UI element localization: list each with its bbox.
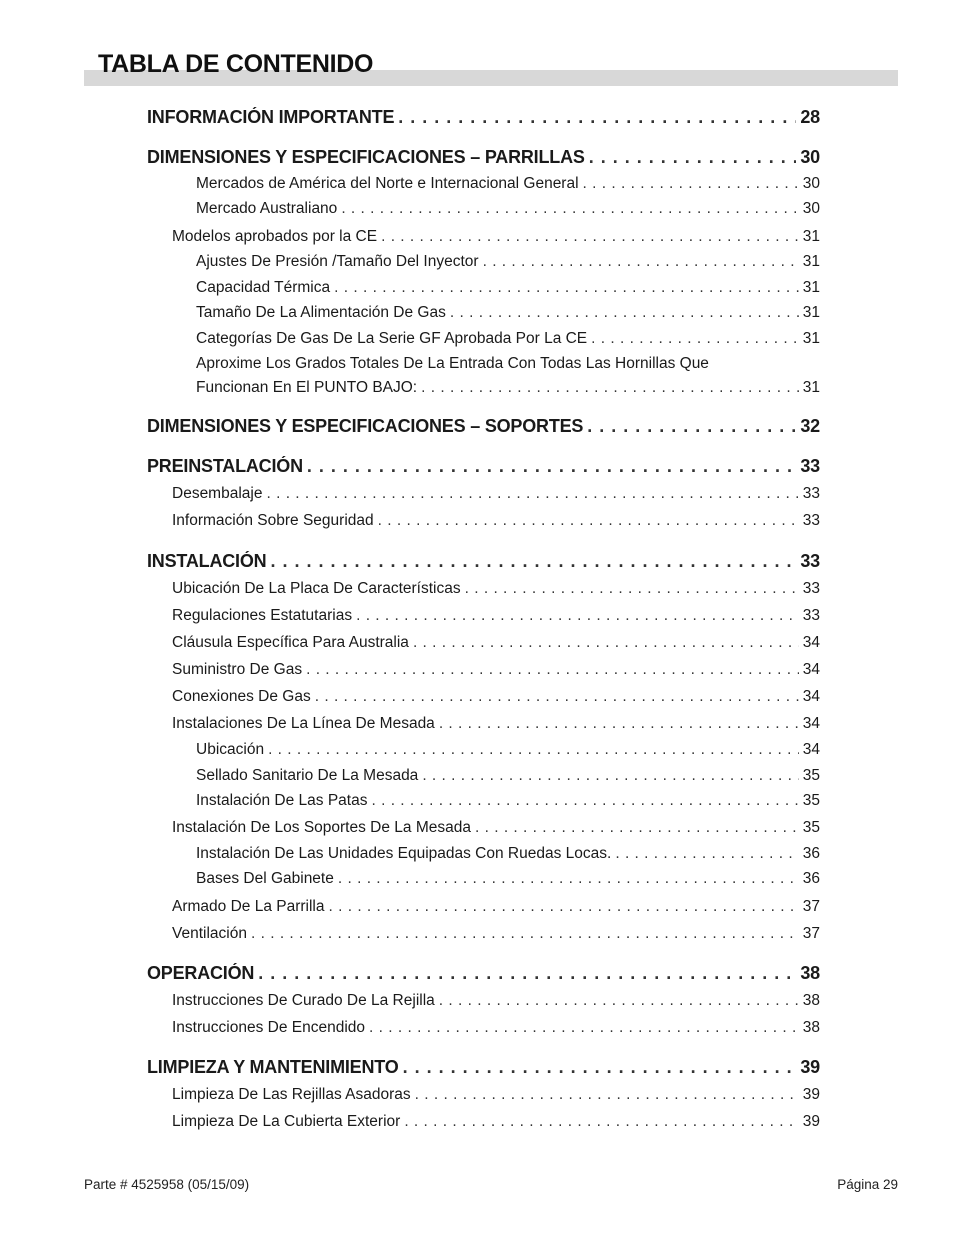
toc-page: 31	[802, 253, 820, 270]
toc-label: PREINSTALACIÓN	[147, 456, 303, 476]
toc-entry-sellado-sanitario[interactable]	[196, 767, 820, 785]
toc-entry-bases-gabinete[interactable]	[196, 870, 820, 888]
toc-label: Instalación De Los Soportes De La Mesada	[172, 819, 471, 836]
toc-label: Categorías De Gas De La Serie GF Aprobada Por La CE	[196, 330, 588, 347]
toc-label: Bases Del Gabinete	[196, 870, 334, 887]
toc-page: 38	[802, 992, 820, 1009]
toc-label: INSTALACIÓN	[147, 551, 267, 571]
toc-entry-seguridad[interactable]	[172, 512, 820, 530]
toc-entry-rejillas-asadoras[interactable]	[172, 1086, 820, 1104]
toc-entry-instalacion-patas[interactable]	[196, 792, 820, 810]
toc-label: Desembalaje	[172, 485, 263, 502]
toc-page: 33	[802, 580, 820, 597]
toc-label: Ajustes De Presión /Tamaño Del Inyector	[196, 253, 479, 270]
toc-page: 35	[802, 767, 820, 784]
toc-page: 36	[802, 845, 820, 862]
toc-label: Información Sobre Seguridad	[172, 512, 374, 529]
toc-label: LIMPIEZA Y MANTENIMIENTO	[147, 1057, 399, 1077]
toc-entry-ubicacion[interactable]	[196, 741, 820, 759]
toc-entry-dimensiones-soportes[interactable]	[147, 416, 820, 437]
toc-page: 33	[800, 551, 820, 571]
toc-label: Ubicación De La Placa De Características	[172, 580, 461, 597]
toc-entry-regulaciones[interactable]	[172, 607, 820, 625]
toc-entry-preinstalacion[interactable]	[147, 456, 820, 477]
toc-page: 34	[802, 741, 820, 758]
footer-page-number: Página 29	[837, 1177, 898, 1192]
toc-label: Instalación De Las Patas	[196, 792, 368, 809]
toc-entry-ruedas-locas[interactable]	[196, 845, 820, 863]
toc-page: 30	[802, 175, 820, 192]
toc-page: 37	[802, 925, 820, 942]
toc-page: 34	[802, 715, 820, 732]
toc-page: 30	[802, 200, 820, 217]
toc-label: Modelos aprobados por la CE	[172, 228, 378, 245]
toc-entry-conexiones-gas[interactable]	[172, 688, 820, 706]
toc-page: 33	[802, 485, 820, 502]
toc-page: 39	[800, 1057, 820, 1077]
toc-entry-modelos-ce[interactable]	[172, 228, 820, 246]
toc-label: Ubicación	[196, 741, 265, 758]
toc-entry-suministro-gas[interactable]	[172, 661, 820, 679]
toc-page: 34	[802, 688, 820, 705]
toc-page: 35	[802, 792, 820, 809]
toc-label: Limpieza De La Cubierta Exterior	[172, 1113, 401, 1130]
toc-label: Funcionan En El PUNTO BAJO:	[196, 379, 418, 396]
toc-label: Tamaño De La Alimentación De Gas	[196, 304, 446, 321]
toc-page: 31	[802, 228, 820, 245]
toc-page: 38	[800, 963, 820, 983]
toc-entry-clausula-australia[interactable]	[172, 634, 820, 652]
toc-entry-linea-mesada[interactable]	[172, 715, 820, 733]
toc-page: 38	[802, 1019, 820, 1036]
toc-page: 31	[802, 379, 820, 396]
toc-label: Instalaciones De La Línea De Mesada	[172, 715, 435, 732]
toc-entry-armado-parrilla[interactable]	[172, 898, 820, 916]
toc-entry-ventilacion[interactable]	[172, 925, 820, 943]
toc-entry-desembalaje[interactable]	[172, 485, 820, 503]
toc-page: 31	[802, 330, 820, 347]
toc-label: Instrucciones De Encendido	[172, 1019, 366, 1036]
toc-label: Instalación De Las Unidades Equipadas Con Ruedas Locas.	[196, 845, 612, 862]
toc-page: 34	[802, 634, 820, 651]
toc-page: 33	[802, 607, 820, 624]
toc-page: 30	[800, 147, 820, 167]
toc-entry-aproxime[interactable]	[196, 379, 820, 397]
toc-entry-soportes-mesada[interactable]	[172, 819, 820, 837]
toc-label: DIMENSIONES Y ESPECIFICACIONES – SOPORTES	[147, 416, 584, 436]
toc-label: Armado De La Parrilla	[172, 898, 325, 915]
toc-page: 32	[800, 416, 820, 436]
toc-label: Regulaciones Estatutarias	[172, 607, 353, 624]
toc-entry-capacidad-termica[interactable]	[196, 279, 820, 297]
toc-entry-limpieza-mantenimiento[interactable]	[147, 1057, 820, 1078]
toc-entry-mercados-america[interactable]	[196, 175, 820, 193]
toc-label: INFORMACIÓN IMPORTANTE	[147, 107, 395, 127]
toc-label: Mercado Australiano	[196, 200, 338, 217]
toc-entry-placa-caracteristicas[interactable]	[172, 580, 820, 598]
toc-entry-informacion-importante[interactable]	[147, 107, 820, 128]
toc-page: 33	[800, 456, 820, 476]
toc-entry-operacion[interactable]	[147, 963, 820, 984]
toc-entry-alimentacion-gas[interactable]	[196, 304, 820, 322]
toc-label: Ventilación	[172, 925, 247, 942]
toc-page: 31	[802, 304, 820, 321]
toc-page: 36	[802, 870, 820, 887]
toc-entry-encendido[interactable]	[172, 1019, 820, 1037]
toc-page: 39	[802, 1113, 820, 1130]
toc-page: 33	[802, 512, 820, 529]
toc-page: 35	[802, 819, 820, 836]
toc-entry-dimensiones-parrillas[interactable]	[147, 147, 820, 168]
toc-entry-aproxime-line1[interactable]: Aproxime Los Grados Totales De La Entrada Con Todas Las Hornillas Que	[196, 355, 709, 372]
toc-label: Instrucciones De Curado De La Rejilla	[172, 992, 435, 1009]
toc-entry-cubierta-exterior[interactable]	[172, 1113, 820, 1131]
toc-page: 28	[800, 107, 820, 127]
toc-entry-categorias-gas[interactable]	[196, 330, 820, 348]
toc-page: 31	[802, 279, 820, 296]
toc-entry-mercado-australiano[interactable]	[196, 200, 820, 218]
toc-entry-instalacion[interactable]	[147, 551, 820, 572]
toc-label: DIMENSIONES Y ESPECIFICACIONES – PARRILLAS	[147, 147, 585, 167]
toc-entry-curado-rejilla[interactable]	[172, 992, 820, 1010]
toc-label: Mercados de América del Norte e Internacional General	[196, 175, 579, 192]
toc-entry-ajustes-presion[interactable]	[196, 253, 820, 271]
toc-page: 39	[802, 1086, 820, 1103]
toc-label: Conexiones De Gas	[172, 688, 311, 705]
page-title: TABLA DE CONTENIDO	[98, 50, 374, 78]
toc-label: Cláusula Específica Para Australia	[172, 634, 409, 651]
toc-label: OPERACIÓN	[147, 963, 255, 983]
toc-label: Limpieza De Las Rejillas Asadoras	[172, 1086, 411, 1103]
toc-label: Capacidad Térmica	[196, 279, 331, 296]
toc-page: 34	[802, 661, 820, 678]
footer-part-number: Parte # 4525958 (05/15/09)	[84, 1177, 250, 1192]
toc-label: Suministro De Gas	[172, 661, 303, 678]
toc-page: 37	[802, 898, 820, 915]
toc-label: Sellado Sanitario De La Mesada	[196, 767, 419, 784]
